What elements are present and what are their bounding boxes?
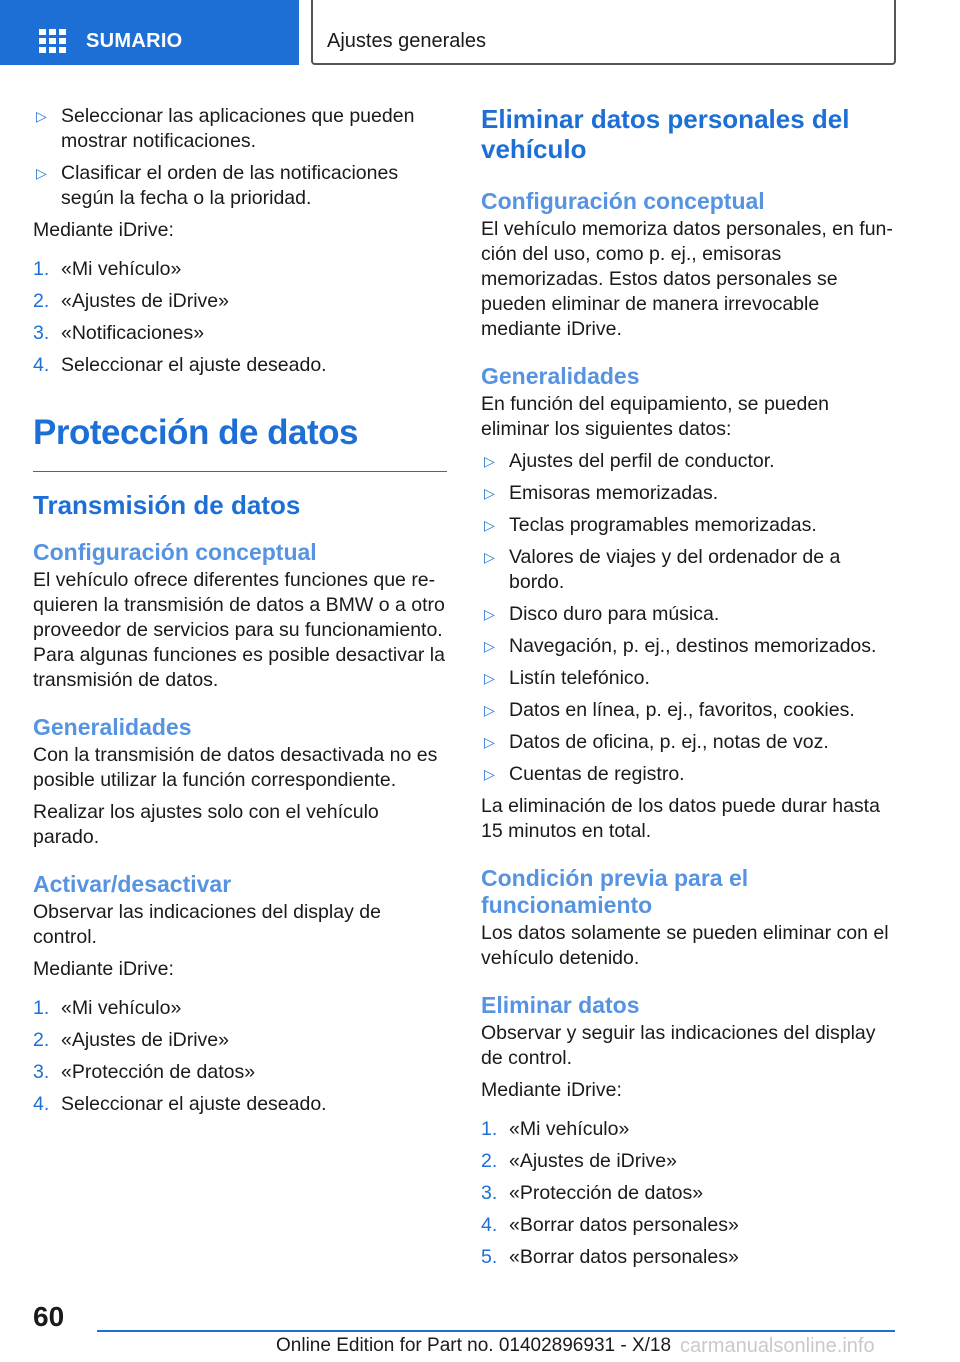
generalidades-text: Con la transmisión de datos desactivada no es posible utilizar la función correspondiente. xyxy=(33,744,438,791)
list-item: ▷ Emisoras memorizadas. xyxy=(484,482,719,504)
triangle-bullet-icon: ▷ xyxy=(484,517,495,533)
list-item: ▷ Clasificar el orden de las notificaciones según la fecha o la prioridad. xyxy=(36,162,399,209)
heading-divider xyxy=(33,471,447,472)
config-heading: Configuración conceptual xyxy=(481,188,765,214)
list-item: ▷ Teclas programables memorizadas. xyxy=(484,514,817,536)
list-item: ▷ Datos en línea, p. ej., favoritos, cookies. xyxy=(484,699,855,721)
step-item: 1. «Mi vehículo» xyxy=(33,258,182,280)
config-text: El vehículo memoriza datos personales, en función del uso, como p. ej., emisoras memorizadas. Estos datos personales se pueden eliminar de manera irrevocable mediante iDrive. xyxy=(481,218,893,340)
right-column xyxy=(481,104,896,1277)
transmision-heading: Transmisión de datos xyxy=(33,490,301,520)
idrive-intro: Mediante iDrive: xyxy=(33,958,174,980)
generalidades-text: En función del equipamiento, se pueden eliminar los siguientes datos: xyxy=(481,393,830,440)
footer-divider xyxy=(97,1330,895,1332)
step-item: 2. «Ajustes de iDrive» xyxy=(33,290,229,312)
triangle-bullet-icon: ▷ xyxy=(484,485,495,501)
step-item: 1. «Mi vehículo» xyxy=(481,1118,630,1140)
list-item: ▷ Listín telefónico. xyxy=(484,667,650,689)
list-item: ▷ Navegación, p. ej., destinos memorizados. xyxy=(484,635,877,657)
generalidades-heading: Generalidades xyxy=(33,714,192,740)
eliminar-heading: Eliminar datos personales del vehículo xyxy=(481,104,850,164)
step-item: 3. «Protección de datos» xyxy=(33,1061,256,1083)
activar-text: Observar las indicaciones del display de control. xyxy=(33,901,381,948)
triangle-bullet-icon: ▷ xyxy=(484,549,495,565)
grid-menu-icon xyxy=(39,29,67,53)
page-number: 60 xyxy=(33,1301,65,1332)
triangle-bullet-icon: ▷ xyxy=(36,108,47,124)
triangle-bullet-icon: ▷ xyxy=(484,702,495,718)
duration-text: La eliminación de los datos puede durar hasta 15 minutos en total. xyxy=(481,795,880,842)
list-item: ▷ Disco duro para música. xyxy=(484,603,720,625)
activar-heading: Activar/desactivar xyxy=(33,871,232,897)
main-heading: Protección de datos xyxy=(33,413,359,452)
step-item: 4. «Borrar datos personales» xyxy=(481,1214,739,1236)
step-item: 4. Seleccionar el ajuste deseado. xyxy=(33,354,327,376)
config-heading: Configuración conceptual xyxy=(33,539,317,565)
triangle-bullet-icon: ▷ xyxy=(484,638,495,654)
eliminar-datos-text: Observar y seguir las indicaciones del display de control. xyxy=(481,1022,876,1069)
step-item: 4. Seleccionar el ajuste deseado. xyxy=(33,1093,327,1115)
triangle-bullet-icon: ▷ xyxy=(484,670,495,686)
step-item: 2. «Ajustes de iDrive» xyxy=(481,1150,677,1172)
condicion-text: Los datos solamente se pueden eliminar con el vehículo detenido. xyxy=(481,922,889,969)
config-text: El vehículo ofrece diferentes funciones que requieren la transmisión de datos a BMW o a otro proveedor de servicios para su funcionamiento. Para algunas funciones es posible desactivar la transmisión de datos. xyxy=(33,569,445,691)
eliminar-datos-heading: Eliminar datos xyxy=(481,992,640,1018)
sumario-label: SUMARIO xyxy=(86,30,183,52)
list-item: ▷ Ajustes del perfil de conductor. xyxy=(484,450,775,472)
generalidades-heading: Generalidades xyxy=(481,363,640,389)
list-item: ▷ Seleccionar las aplicaciones que pueden mostrar notificaciones. xyxy=(36,105,415,152)
step-item: 5. «Borrar datos personales» xyxy=(481,1246,739,1268)
left-column xyxy=(33,104,447,1124)
step-item: 3. «Notificaciones» xyxy=(33,322,205,344)
list-item: ▷ Cuentas de registro. xyxy=(484,763,685,785)
sumario-button[interactable] xyxy=(0,0,299,65)
idrive-intro: Mediante iDrive: xyxy=(481,1079,622,1101)
idrive-intro: Mediante iDrive: xyxy=(33,219,174,241)
triangle-bullet-icon: ▷ xyxy=(36,165,47,181)
triangle-bullet-icon: ▷ xyxy=(484,606,495,622)
triangle-bullet-icon: ▷ xyxy=(484,766,495,782)
step-item: 3. «Protección de datos» xyxy=(481,1182,704,1204)
edition-text: Online Edition for Part no. 01402896931 - X/18 xyxy=(276,1335,672,1356)
triangle-bullet-icon: ▷ xyxy=(484,453,495,469)
section-title-tab[interactable] xyxy=(311,0,896,65)
triangle-bullet-icon: ▷ xyxy=(484,734,495,750)
generalidades-text: Realizar los ajustes solo con el vehículo parado. xyxy=(33,801,379,848)
step-item: 2. «Ajustes de iDrive» xyxy=(33,1029,229,1051)
watermark: carmanualsonline.info xyxy=(680,1335,875,1357)
section-title: Ajustes generales xyxy=(327,30,486,52)
condicion-heading: Condición previa para el funcionamiento xyxy=(481,865,749,918)
step-item: 1. «Mi vehículo» xyxy=(33,997,182,1019)
list-item: ▷ Datos de oficina, p. ej., notas de voz. xyxy=(484,731,829,753)
list-item: ▷ Valores de viajes y del ordenador de a bordo. xyxy=(484,546,841,593)
